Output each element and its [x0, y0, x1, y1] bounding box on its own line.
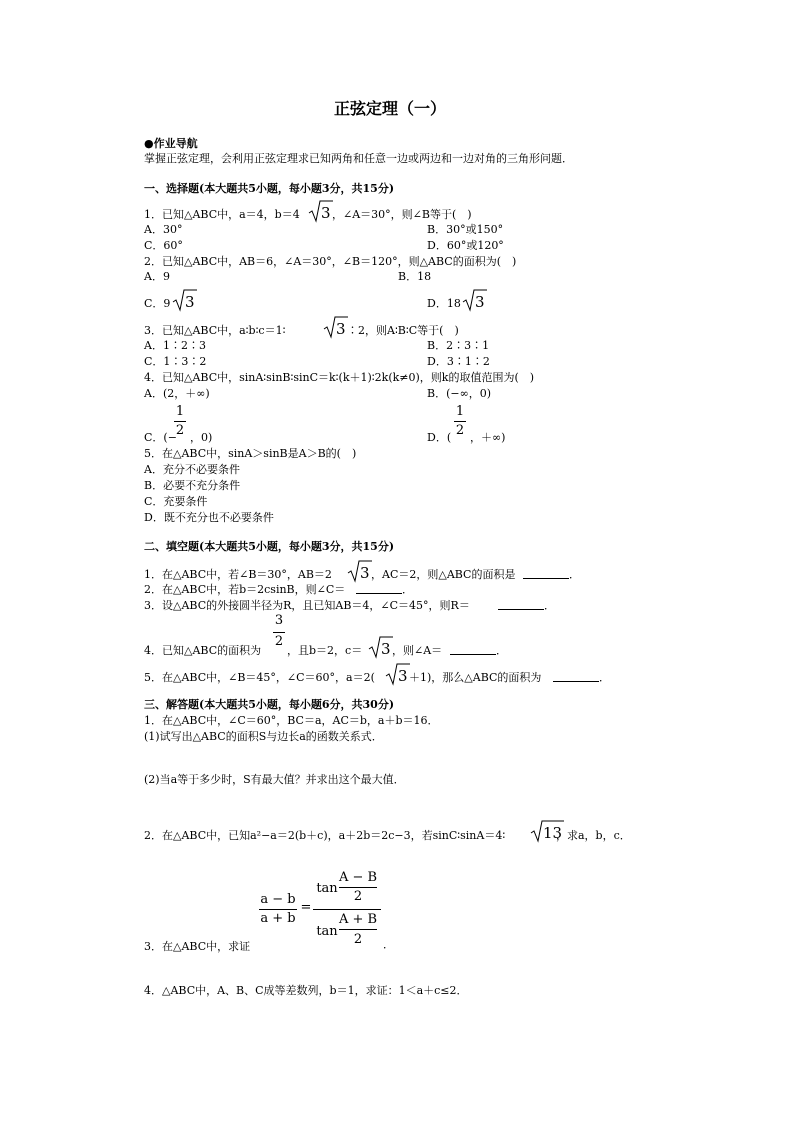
answer-blank: ．	[498, 599, 555, 612]
p1-q3-option-a: A．1∶2∶3	[144, 339, 206, 352]
p1-q2-option-a: A．9	[144, 270, 170, 283]
p3-q4: 4．△ABC中，A、B、C成等差数列，b＝1，求证：1＜a＋c≤2．	[144, 984, 468, 997]
answer-blank: ．	[553, 671, 610, 684]
radicand: 3	[185, 293, 195, 311]
nav-heading: ●作业导航	[144, 137, 198, 150]
p1-q2-option-c: C．9	[144, 297, 171, 310]
part1-heading: 一、选择题(本大题共5小题，每小题3分，共15分)	[144, 182, 395, 195]
main-fraction-bar	[313, 909, 381, 910]
p1-q5-option-d: D．既不充分也不必要条件	[144, 511, 274, 524]
p2-q4-b: ，且b＝2，c＝	[287, 644, 363, 657]
answer-blank: ．	[356, 583, 413, 596]
lhs-numerator: a − b	[260, 892, 296, 907]
p2-q3: 3．设△ABC的外接圆半径为R，且已知AB＝4，∠C＝45°，则R＝	[144, 599, 470, 612]
part2-heading: 二、填空题(本大题共5小题，每小题3分，共15分)	[144, 540, 395, 553]
p1-q1-option-b: B．30°或150°	[427, 223, 504, 236]
fraction-denominator: 2	[274, 634, 284, 649]
num-angle-numerator: A − B	[338, 870, 378, 885]
sqrt-three	[323, 315, 348, 343]
p1-q4-option-b: B．(−∞，0)	[427, 387, 492, 400]
radicand: 3	[321, 204, 331, 222]
radicand: 3	[475, 293, 485, 311]
part3-heading: 三、解答题(本大题共5小题，每小题6分，共30分)	[144, 698, 395, 711]
radicand: 3	[381, 640, 391, 658]
p1-q3-option-c: C．1∶3∶2	[144, 355, 207, 368]
fraction-numerator: 1	[455, 404, 465, 419]
p1-q4-option-a: A．(2，＋∞)	[144, 387, 210, 400]
p1-q1-option-d: D．60°或120°	[427, 239, 504, 252]
sqrt-three	[368, 635, 393, 663]
p3-q1-part2: (2)当a等于多少时，S有最大值？并求出这个最大值．	[144, 773, 405, 786]
radicand: 3	[336, 320, 346, 338]
fraction-denominator: 2	[455, 423, 465, 438]
sqrt-three	[462, 288, 487, 316]
fraction-denominator: 2	[175, 423, 185, 438]
p1-q4-stem: 4．已知△ABC中，sinA∶sinB∶sinC＝k∶(k＋1)∶2k(k≠0)，则k的取值范围为( )	[144, 371, 535, 384]
p1-q5-stem: 5．在△ABC中，sinA＞sinB是A＞B的( )	[144, 447, 357, 460]
den-angle-denominator: 2	[353, 932, 363, 947]
fraction-bar	[339, 887, 377, 888]
p3-q2-b: ，求a，b，c．	[556, 829, 631, 842]
fraction-numerator: 1	[175, 404, 185, 419]
p1-q2-option-d: D．18	[427, 297, 461, 310]
fraction-bar	[174, 421, 186, 422]
p1-q4-option-d-close: ，＋∞)	[470, 431, 506, 444]
p2-q1-a: 1．在△ABC中，若∠B＝30°，AB＝2	[144, 568, 332, 581]
p2-q2: 2．在△ABC中，若b＝2csinB，则∠C＝	[144, 583, 346, 596]
p2-q5-a: 5．在△ABC中，∠B＝45°，∠C＝60°，a＝2(	[144, 671, 375, 684]
p1-q3-option-d: D．3∶1∶2	[427, 355, 490, 368]
q3-period: ．	[383, 938, 394, 951]
sqrt-three	[308, 199, 333, 227]
fraction-bar	[454, 421, 466, 422]
p1-q5-option-a: A．充分不必要条件	[144, 463, 240, 476]
p1-q2-stem: 2．已知△ABC中，AB＝6，∠A＝30°，∠B＝120°，则△ABC的面积为( )	[144, 255, 517, 268]
equals-sign: =	[300, 900, 312, 915]
p1-q5-option-b: B．必要不充分条件	[144, 479, 241, 492]
p1-q4-option-c-close: ，0)	[190, 431, 213, 444]
p3-q1: 1．在△ABC中，∠C＝60°，BC＝a，AC＝b，a＋b＝16．	[144, 714, 439, 727]
p3-q1-part1: (1)试写出△ABC的面积S与边长a的函数关系式．	[144, 730, 383, 743]
p1-q5-option-c: C．充要条件	[144, 495, 208, 508]
p3-q3: 3．在△ABC中，求证	[144, 940, 251, 953]
page-title: 正弦定理（一）	[334, 99, 447, 118]
p2-q4-c: ，则∠A＝	[392, 644, 443, 657]
tan-label: tan	[316, 924, 338, 939]
radicand: 3	[360, 564, 370, 582]
p2-q5-b: ＋1)，那么△ABC的面积为	[409, 671, 542, 684]
tan-label: tan	[316, 881, 338, 896]
radicand: 13	[543, 824, 563, 842]
p1-q4-option-c-open: C．(−	[144, 431, 177, 444]
p1-q1-option-a: A．30°	[144, 223, 183, 236]
nav-text: 掌握正弦定理，会利用正弦定理求已知两角和任意一边或两边和一边对角的三角形问题．	[144, 152, 573, 165]
den-angle-numerator: A + B	[338, 912, 378, 927]
p2-q4-a: 4．已知△ABC的面积为	[144, 644, 262, 657]
p1-q4-option-d-open: D．(	[427, 431, 452, 444]
fraction-numerator: 3	[274, 613, 284, 628]
p1-q3-stem-b: ∶2，则A∶B∶C等于( )	[347, 324, 459, 337]
answer-blank: ．	[450, 644, 507, 657]
fraction-bar	[259, 909, 297, 910]
p3-q2-a: 2．在△ABC中，已知a²−a＝2(b＋c)，a＋2b＝2c−3，若sinC∶sinA＝4∶	[144, 829, 506, 842]
radicand: 3	[398, 667, 408, 685]
fraction-bar	[273, 632, 285, 633]
p1-q2-option-b: B．18	[398, 270, 432, 283]
fraction-bar	[339, 929, 377, 930]
lhs-denominator: a + b	[260, 911, 296, 926]
sqrt-three	[172, 288, 197, 316]
p2-q1-b: ，AC＝2，则△ABC的面积是	[371, 568, 516, 581]
p1-q1-stem-a: 1．已知△ABC中，a＝4，b＝4	[144, 208, 300, 221]
num-angle-denominator: 2	[353, 889, 363, 904]
p1-q1-option-c: C．60°	[144, 239, 183, 252]
p1-q3-option-b: B．2∶3∶1	[427, 339, 490, 352]
p1-q3-stem-a: 3．已知△ABC中，a∶b∶c＝1∶	[144, 324, 286, 337]
answer-blank: ．	[523, 568, 580, 581]
sqrt-three	[385, 662, 410, 690]
p1-q1-stem-b: ，∠A＝30°，则∠B等于( )	[332, 208, 472, 221]
